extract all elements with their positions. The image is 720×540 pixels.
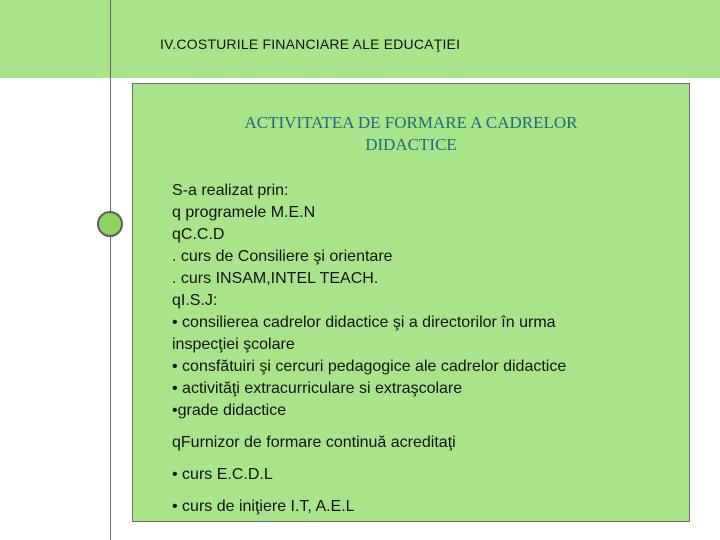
text-line: •grade didactice — [172, 402, 287, 419]
text-line: qFurnizor de formare continuă acreditaţi — [172, 434, 456, 451]
header-divider — [0, 78, 720, 79]
box-title-line-2: DIDACTICE — [365, 135, 457, 154]
spacer — [172, 486, 682, 496]
spacer — [172, 422, 682, 432]
text-line: . curs INSAM,INTEL TEACH. — [172, 270, 379, 287]
text-line: qI.S.J: — [172, 292, 218, 309]
box-title — [133, 112, 689, 156]
text-line: qC.C.D — [172, 226, 225, 243]
text-line: • consilierea cadrelor didactice şi a directorilor în urma — [172, 314, 556, 331]
text-line: • curs de iniţiere I.T, A.E.L — [172, 498, 355, 515]
text-line: q programele M.E.N — [172, 204, 316, 221]
text-line: . curs de Consiliere şi orientare — [172, 248, 393, 265]
text-line: • activităţi extracurriculare si extraşcolare — [172, 380, 463, 397]
text-line: • curs E.C.D.L — [172, 466, 273, 483]
decorative-circle-icon — [97, 211, 123, 237]
text-line: S-a realizat prin: — [172, 182, 289, 199]
vertical-divider — [110, 0, 111, 540]
text-line: • consfătuiri şi cercuri pedagogice ale cadrelor didactice — [172, 358, 567, 375]
box-title-line-1: ACTIVITATEA DE FORMARE A CADRELOR — [244, 113, 578, 132]
spacer — [172, 454, 682, 464]
slide-header-title: IV.COSTURILE FINANCIARE ALE EDUCAŢIEI — [160, 36, 461, 52]
body-text — [172, 180, 682, 518]
text-line: inspecţiei şcolare — [172, 336, 295, 353]
content-box — [132, 83, 690, 522]
